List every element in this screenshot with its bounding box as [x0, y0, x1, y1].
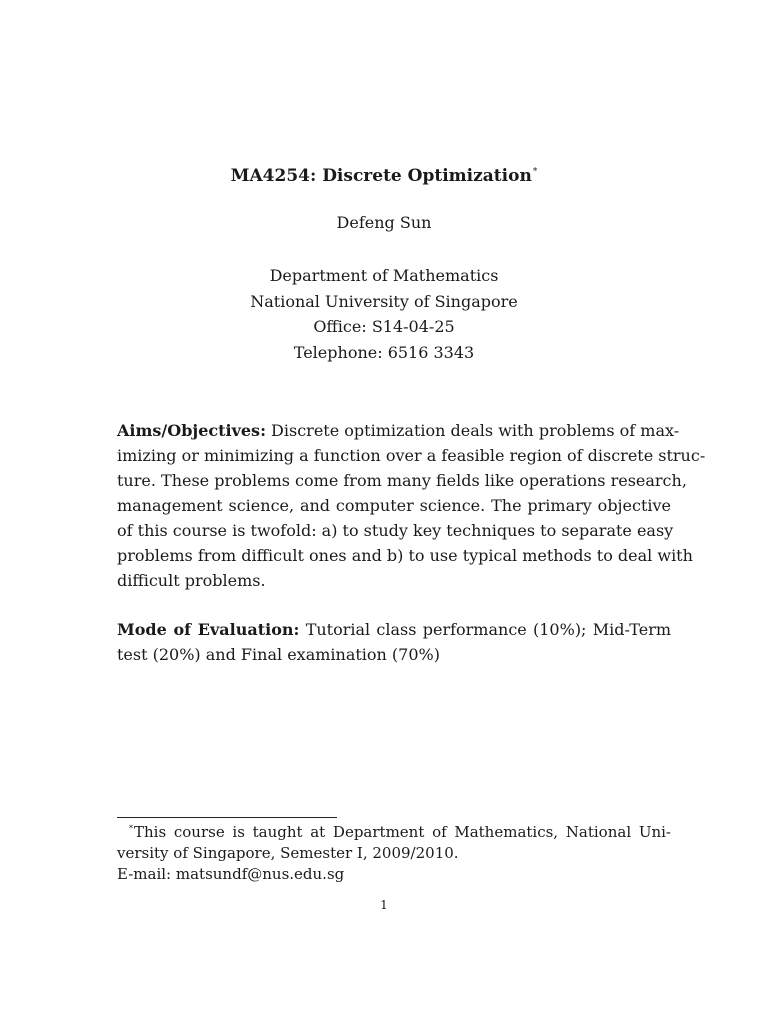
affiliation-university: National University of Singapore — [250, 291, 518, 311]
aims-objectives-label: Aims/Objectives: — [117, 421, 266, 440]
affiliation-telephone: Telephone: 6516 3343 — [293, 342, 475, 362]
aims-line-text: ture. These problems come from many fields like operations research, — [117, 471, 687, 490]
aims-line-text: Discrete optimization deals with problems of max- — [265, 421, 680, 440]
aims-line-text: of this course is twofold: a) to study key techniques to separate easy — [117, 521, 674, 540]
aims-line-text: difficult problems. — [117, 571, 266, 590]
footnote-email: E-mail: matsundf@nus.edu.sg — [117, 865, 345, 883]
aims-objectives-paragraph — [117, 418, 706, 593]
affiliation-office: Office: S14-04-25 — [313, 317, 455, 336]
mode-of-evaluation-label: Mode of Evaluation: — [117, 620, 300, 639]
paragraph-line — [117, 418, 680, 443]
author-affiliation — [0, 263, 768, 365]
affiliation-department: Department of Mathematics — [269, 266, 499, 285]
footnote-line — [117, 818, 671, 843]
evaluation-line-text: Tutorial class performance (10%); Mid-Term — [299, 620, 672, 639]
footnote-mark: * — [129, 824, 133, 833]
mode-of-evaluation-paragraph — [117, 617, 671, 667]
evaluation-line-text: test (20%) and Final examination (70%) — [117, 645, 440, 664]
aims-line-text: problems from difficult ones and b) to use typical methods to deal with — [117, 546, 693, 565]
paragraph-line — [117, 617, 671, 642]
footnote — [117, 818, 671, 885]
footnote-line-text: versity of Singapore, Semester I, 2009/2010. — [117, 844, 459, 862]
page-number: 1 — [380, 898, 388, 912]
title-text: MA4254: Discrete Optimization — [230, 166, 532, 186]
footnote-line-text: This course is taught at Department of Mathematics, National Uni- — [134, 823, 671, 841]
title-footnote-mark: * — [532, 167, 538, 177]
document-title — [0, 166, 768, 186]
aims-line-text: management science, and computer science. The primary objective — [117, 496, 671, 515]
author-name: Defeng Sun — [336, 213, 432, 232]
aims-line-text: imizing or minimizing a function over a feasible region of discrete struc- — [117, 446, 706, 465]
